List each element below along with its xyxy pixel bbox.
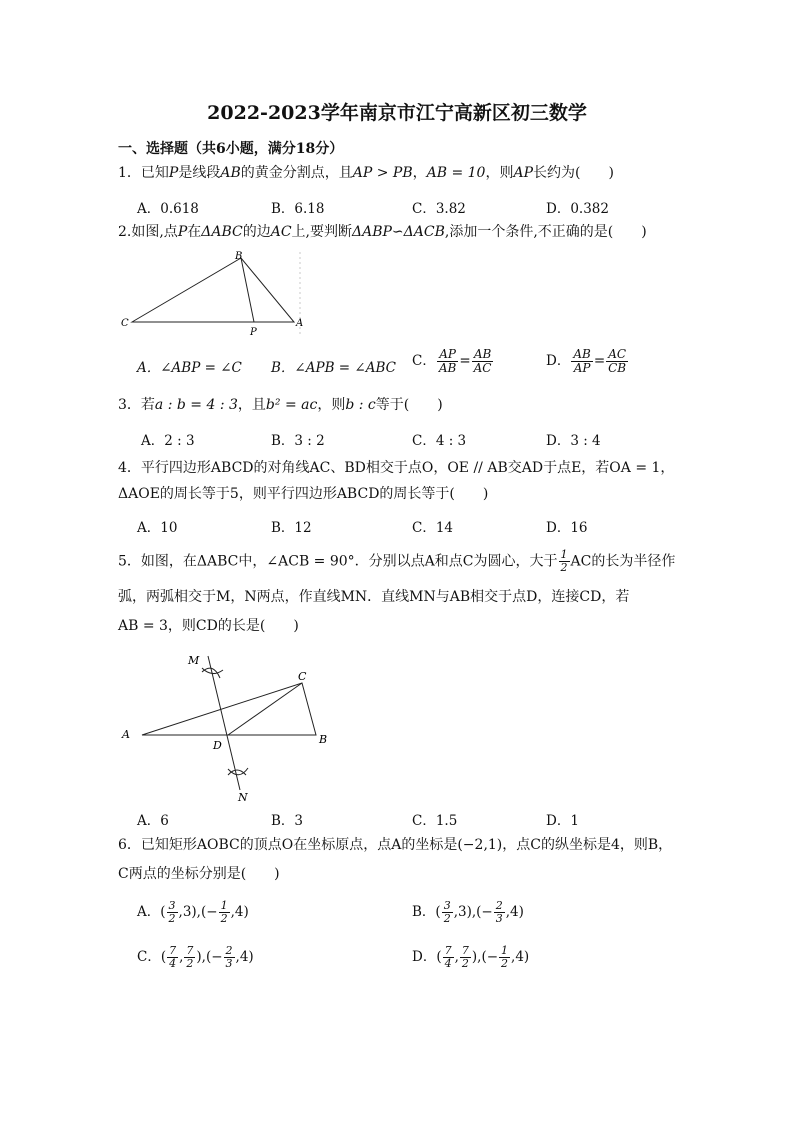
question-6-line-2: C两点的坐标分别是( ) [118,866,280,882]
q3-option-b: B．3 : 2 [271,433,325,449]
q2-label-p: P [250,327,257,338]
question-4-line-2: ΔAOE的周长等于5，则平行四边形ABCD的周长等于( ) [118,486,489,502]
q2-triangle-figure [118,248,308,338]
q5-option-a: A．6 [137,813,169,829]
question-2: 2.如图,点P在ΔABC的边AC上,要判断ΔABP∽ΔACB,添加一个条件,不正确的是( ) [118,224,647,240]
section-heading: 一、选择题（共6小题，满分18分） [118,141,344,157]
q2-option-d: D． $\frac{AB}{AP}$ = $\frac{AC}{CB}$ [546,347,627,375]
q6-option-b: B．( $\frac{3}{2}$ ,3),(− $\frac{2}{3}$ ,4) [412,899,524,925]
q6-option-a: A．( $\frac{3}{2}$ ,3),(− $\frac{1}{2}$ ,4) [137,899,249,925]
q5-option-d: D．1 [546,813,579,829]
q5-label-b: B [319,733,328,746]
question-4-line-1: 4．平行四边形ABCD的对角线AC、BD相交于点O，OE // AB交AD于点E，若OA = 1， [118,460,675,476]
q6-option-d: D．( $\frac{7}{4}$ , $\frac{7}{2}$ ),(− $\frac{1}{2}$ ,4) [412,944,530,970]
q5-label-a: A [122,728,130,741]
question-1: 1．已知P是线段AB的黄金分割点，且AP > PB，AB = 10，则AP长约为( ) [118,165,614,181]
q5-construction-figure [118,648,348,806]
q2-option-b: B．∠APB = ∠ABC [271,360,396,376]
q4-option-c: C．14 [412,520,454,536]
q2-label-c: C [121,318,129,329]
question-5-line-2: 弧，两弧相交于M，N两点，作直线MN．直线MN与AB相交于点D，连接CD，若 [118,589,630,605]
page-title: 2022-2023学年南京市江宁高新区初三数学 [207,102,587,124]
q1-option-a: A．0.618 [137,201,199,217]
q5-label-m: M [188,654,200,667]
q4-option-b: B．12 [271,520,312,536]
q5-label-c: C [298,670,307,683]
q6-option-c: C．( $\frac{7}{4}$ , $\frac{7}{2}$ ),(− $\frac{2}{3}$ ,4) [137,944,254,970]
q2-option-c: C． $\frac{AP}{AB}$ = $\frac{AB}{AC}$ [412,347,492,375]
q5-label-d: D [213,739,222,752]
question-3: 3．若a : b = 4 : 3，且b² = ac，则b : c等于( ) [118,397,443,413]
q2-label-b: B [235,251,243,262]
q4-option-d: D．16 [546,520,588,536]
question-6-line-1: 6．已知矩形AOBC的顶点O在坐标原点，点A的坐标是(−2,1)，点C的纵坐标是4，则B， [118,837,673,853]
q1-option-d: D．0.382 [546,201,609,217]
q5-label-n: N [238,791,248,804]
q3-option-d: D．3 : 4 [546,433,601,449]
q2-option-a: A．∠ABP = ∠C [137,360,242,376]
question-5-line-1: 5．如图，在ΔABC中，∠ACB = 90°．分别以点A和点C为圆心，大于 $\frac{1}{2}$ AC的长为半径作 [118,548,676,574]
q1-option-b: B．6.18 [271,201,325,217]
q5-option-b: B．3 [271,813,304,829]
q3-option-c: C．4 : 3 [412,433,467,449]
q3-option-a: A．2 : 3 [141,433,195,449]
question-5-line-3: AB = 3，则CD的长是( ) [118,618,299,634]
q2-label-a: A [296,318,304,329]
q4-option-a: A．10 [137,520,178,536]
q5-option-c: C．1.5 [412,813,458,829]
q1-option-c: C．3.82 [412,201,466,217]
